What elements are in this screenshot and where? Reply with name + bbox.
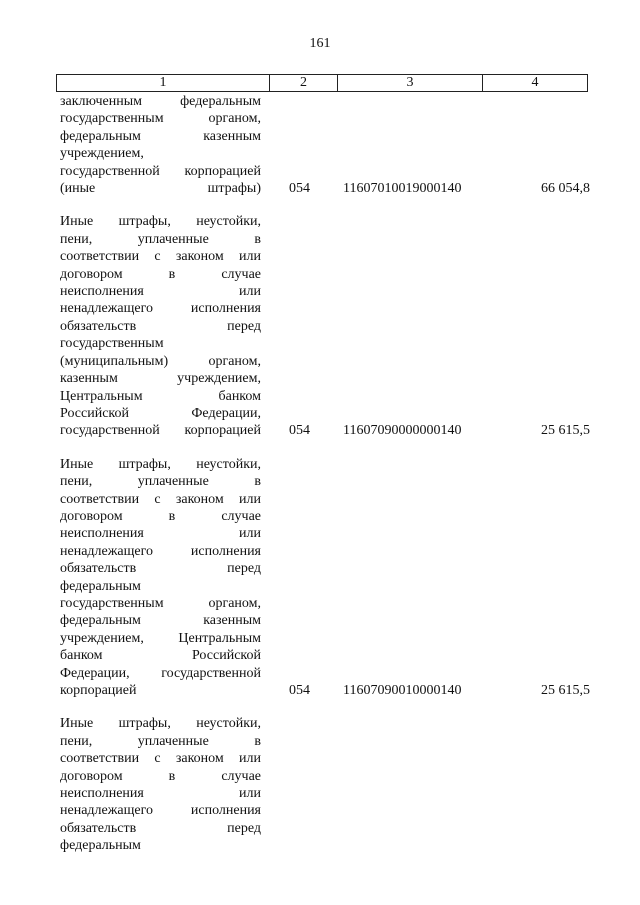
description-line: (муниципальным) органом, — [60, 353, 261, 369]
description-line: государственным органом, — [60, 595, 261, 611]
row-description — [60, 715, 261, 854]
row-description — [60, 456, 261, 700]
description-line: обязательств перед — [60, 318, 261, 334]
description-line: неисполнения или — [60, 786, 261, 802]
description-line: казенным учреждением, — [60, 371, 261, 387]
row-code: 054 — [289, 423, 310, 439]
description-line: договором в случае — [60, 508, 261, 524]
description-line: ненадлежащего исполнения — [60, 301, 261, 317]
description-line: государственным органом, — [60, 111, 261, 127]
description-line: государственным — [60, 336, 164, 352]
row-amount: 25 615,5 — [541, 423, 590, 439]
description-line: Иные штрафы, неустойки, — [60, 214, 261, 230]
description-line: соответствии с законом или — [60, 249, 261, 265]
table-row — [60, 456, 590, 700]
description-line: федеральным казенным — [60, 128, 261, 144]
description-line: банком Российской — [60, 648, 261, 664]
row-kbk: 11607090010000140 — [343, 683, 462, 698]
description-line: Федерации, государственной — [60, 665, 261, 681]
description-line: неисполнения или — [60, 284, 261, 300]
page-number: 161 — [309, 36, 331, 51]
description-line: учреждением, Центральным — [60, 630, 261, 646]
description-line: Иные штрафы, неустойки, — [60, 716, 261, 732]
column-header-4: 4 — [482, 75, 587, 91]
description-line: договором в случае — [60, 266, 261, 282]
row-code: 054 — [289, 181, 310, 197]
description-line: Центральным банком — [60, 388, 261, 404]
description-line: пени, уплаченные в — [60, 231, 261, 247]
table-row — [60, 213, 590, 439]
row-kbk: 11607090000000140 — [343, 423, 462, 439]
row-description — [60, 93, 261, 197]
description-line: обязательств перед — [60, 820, 261, 836]
table-header-row — [56, 74, 588, 92]
description-line: Иные штрафы, неустойки, — [60, 456, 261, 472]
description-line: обязательств перед — [60, 561, 261, 577]
row-amount: 66 054,8 — [541, 181, 590, 197]
description-line: заключенным федеральным — [60, 94, 261, 109]
description-line: соответствии с законом или — [60, 751, 261, 767]
description-line: договором в случае — [60, 768, 261, 784]
description-line: федеральным казенным — [60, 613, 261, 629]
description-line: пени, уплаченные в — [60, 474, 261, 490]
row-amount: 25 615,5 — [541, 683, 590, 698]
row-kbk: 11607010019000140 — [343, 181, 462, 197]
row-code: 054 — [289, 683, 310, 698]
description-line: неисполнения или — [60, 526, 261, 542]
row-description — [60, 213, 261, 439]
description-line: ненадлежащего исполнения — [60, 543, 261, 559]
description-line: государственной корпорацией — [60, 423, 261, 439]
description-line: ненадлежащего исполнения — [60, 803, 261, 819]
description-line: государственной корпорацией — [60, 163, 261, 179]
description-line: федеральным — [60, 578, 141, 594]
description-line: Российской Федерации, — [60, 405, 261, 421]
description-line: корпорацией — [60, 683, 137, 698]
description-line: федеральным — [60, 838, 141, 854]
description-line: пени, уплаченные в — [60, 733, 261, 749]
description-line: (иные штрафы) — [60, 181, 261, 197]
table-body — [60, 93, 590, 855]
table-row — [60, 93, 590, 197]
column-header-1: 1 — [159, 75, 167, 90]
column-header-3: 3 — [337, 75, 482, 91]
description-line: соответствии с законом или — [60, 491, 261, 507]
table-row — [60, 715, 590, 854]
column-header-2: 2 — [269, 75, 337, 91]
description-line: учреждением, — [60, 146, 144, 162]
